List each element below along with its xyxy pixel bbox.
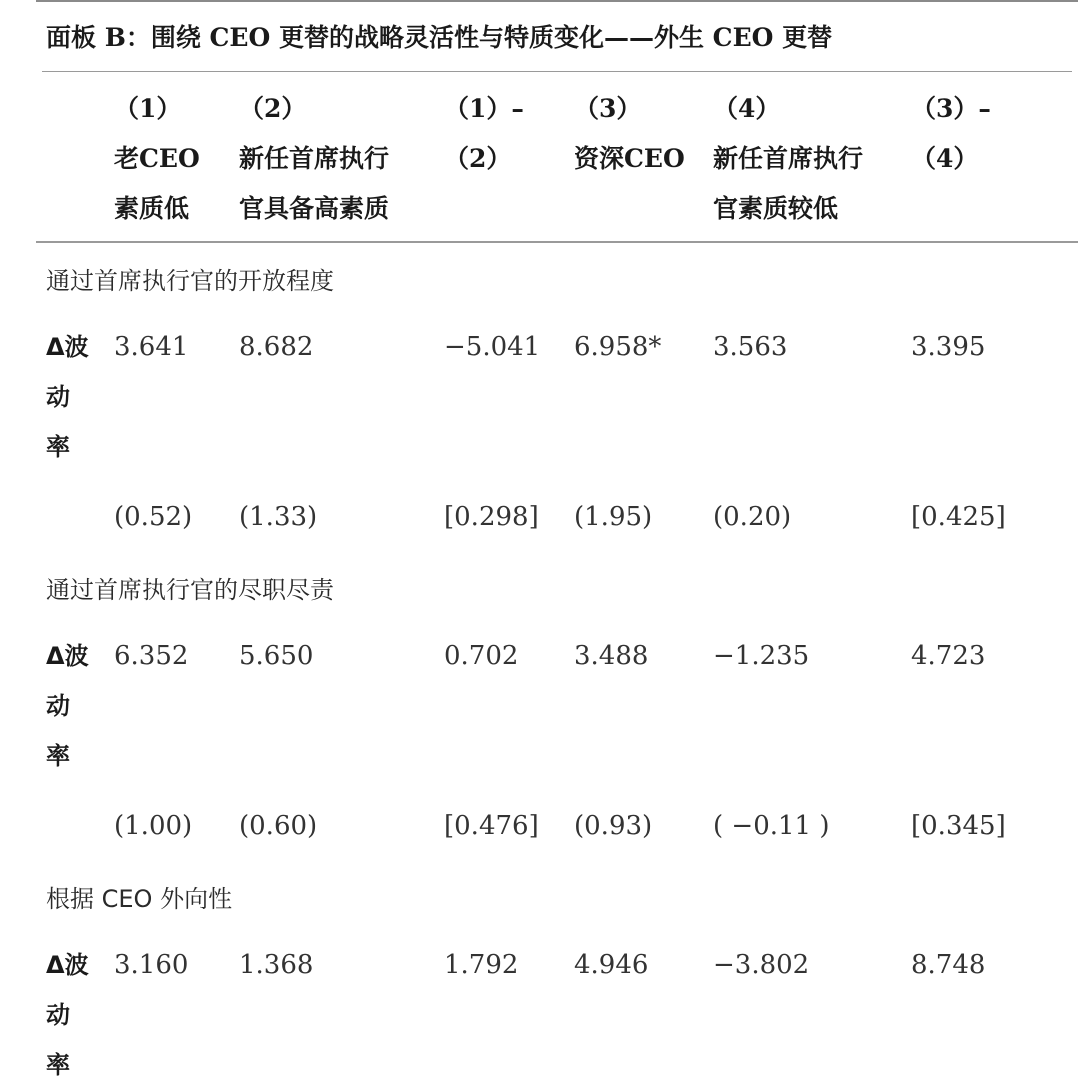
table-cell-value: 3.641	[114, 332, 189, 362]
header-col-1-line1: （1）	[114, 94, 182, 123]
header-col-4	[574, 84, 685, 184]
row-label-volatility	[46, 631, 96, 781]
table-cell-stat: (1.33)	[239, 502, 318, 532]
header-col-6	[911, 84, 991, 184]
table-cell-value: 3.395	[911, 332, 986, 362]
header-col-3-line1: （1）–	[444, 94, 524, 123]
header-col-5-line1: （4）	[713, 94, 781, 123]
table-cell-value: −1.235	[713, 641, 810, 671]
table-cell-stat: (0.52)	[114, 502, 193, 532]
panel-title: 面板 B：围绕 CEO 更替的战略灵活性与特质变化——外生 CEO 更替	[46, 23, 833, 52]
section-title: 根据 CEO 外向性	[46, 885, 233, 913]
header-col-1	[114, 84, 200, 234]
row-label-volatility	[46, 322, 96, 472]
header-col-3-line2: （2）	[444, 144, 512, 173]
table-cell-stat: (1.95)	[574, 502, 653, 532]
row-label-line: Δ波	[46, 333, 89, 361]
table-cell-value: 6.958*	[574, 332, 662, 362]
header-col-3	[444, 84, 524, 184]
table-cell-stat: (0.60)	[239, 811, 318, 841]
header-col-4-line2: 资深CEO	[574, 144, 685, 173]
table-cell-stat: (1.00)	[114, 811, 193, 841]
header-col-2-line3: 官具备高素质	[239, 194, 390, 223]
row-label-line: 率	[46, 742, 70, 770]
header-col-5	[713, 84, 863, 234]
header-col-1-line2: 老CEO	[114, 144, 200, 173]
table-cell-stat: (0.20)	[713, 502, 792, 532]
table-cell-value: 3.488	[574, 641, 649, 671]
table-cell-stat: [0.425]	[911, 502, 1006, 532]
header-col-6-line1: （3）–	[911, 94, 991, 123]
row-label-line: 动	[46, 383, 70, 411]
table-cell-stat: ( −0.11 )	[713, 811, 830, 841]
row-label-line: 动	[46, 1001, 70, 1029]
table-cell-value: 6.352	[114, 641, 189, 671]
header-col-2	[239, 84, 389, 234]
table-cell-value: −5.041	[444, 332, 541, 362]
table-cell-value: 8.682	[239, 332, 314, 362]
table-cell-value: −3.802	[713, 950, 810, 980]
header-col-2-line2: 新任首席执行	[239, 144, 390, 173]
header-top-rule	[42, 71, 1072, 72]
table-cell-value: 3.563	[713, 332, 788, 362]
header-col-2-line1: （2）	[239, 94, 307, 123]
table-cell-value: 4.723	[911, 641, 986, 671]
top-rule	[36, 0, 1078, 2]
table-cell-stat: [0.476]	[444, 811, 539, 841]
table-cell-stat: [0.345]	[911, 811, 1006, 841]
row-label-line: 率	[46, 433, 70, 461]
table-cell-value: 4.946	[574, 950, 649, 980]
table-cell-stat: [0.298]	[444, 502, 539, 532]
section-title: 通过首席执行官的开放程度	[46, 267, 334, 295]
table-cell-value: 5.650	[239, 641, 314, 671]
table-cell-value: 8.748	[911, 950, 986, 980]
table-cell-value: 0.702	[444, 641, 519, 671]
row-label-line: 动	[46, 692, 70, 720]
header-col-1-line3: 素质低	[114, 194, 190, 223]
row-label-line: 率	[46, 1051, 70, 1079]
header-bottom-rule	[36, 241, 1078, 243]
table-cell-value: 1.792	[444, 950, 519, 980]
table-cell-stat: (0.93)	[574, 811, 653, 841]
row-label-line: Δ波	[46, 951, 89, 979]
table-cell-value: 3.160	[114, 950, 189, 980]
header-col-4-line1: （3）	[574, 94, 642, 123]
header-col-6-line2: （4）	[911, 144, 979, 173]
row-label-volatility	[46, 940, 96, 1090]
header-col-5-line3: 官素质较低	[713, 194, 839, 223]
table-cell-value: 1.368	[239, 950, 314, 980]
section-title: 通过首席执行官的尽职尽责	[46, 576, 334, 604]
header-col-5-line2: 新任首席执行	[713, 144, 864, 173]
row-label-line: Δ波	[46, 642, 89, 670]
